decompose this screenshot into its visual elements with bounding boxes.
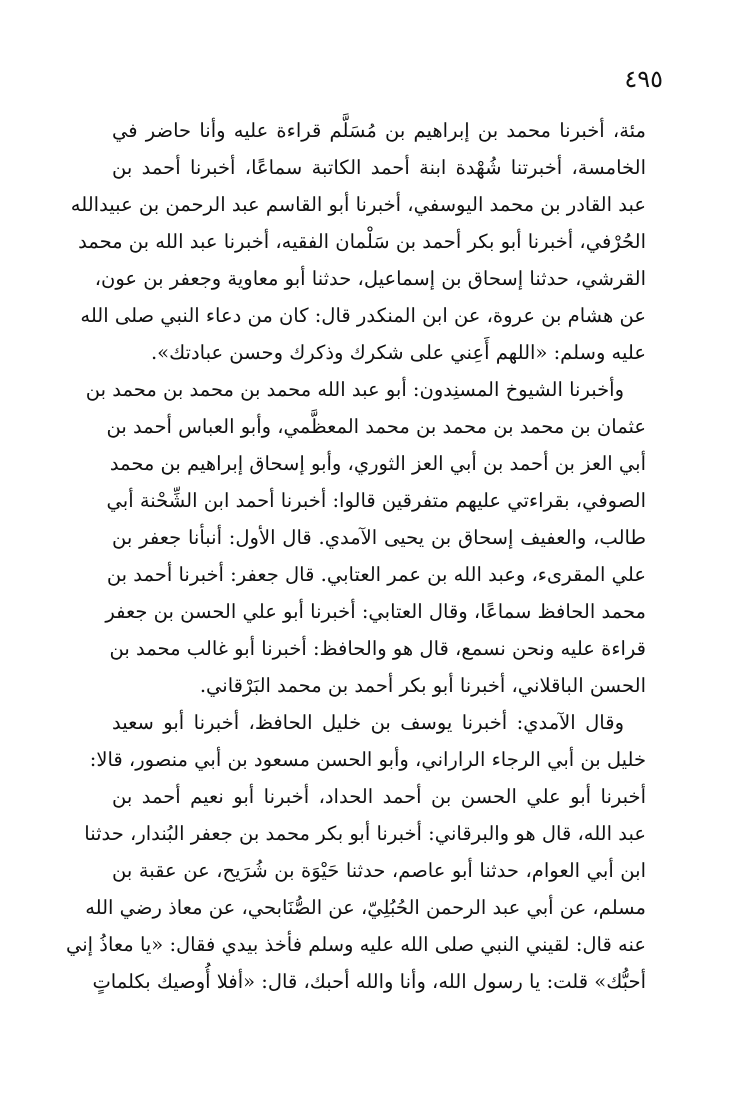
paragraph-2 bbox=[85, 371, 646, 704]
text-line: الحسن الباقلاني، أخبرنا أبو بكر أحمد بن محمد البَرْقاني. bbox=[199, 674, 646, 697]
text-line: وأخبرنا الشيوخ المسنِدون: أبو عبد الله محمد بن محمد بن محمد بن bbox=[85, 378, 624, 401]
text-line: القرشي، حدثنا إسحاق بن إسماعيل، حدثنا أبو معاوية وجعفر بن عون، bbox=[94, 267, 646, 290]
text-line: محمد الحافظ سماعًا، وقال العتابي: أخبرنا أبو علي الحسن بن جعفر bbox=[105, 600, 646, 623]
paragraph-3 bbox=[65, 704, 646, 1000]
text-line: عن هشام بن عروة، عن ابن المنكدر قال: كان من دعاء النبي صلى الله bbox=[80, 304, 646, 327]
text-line: عنه قال: لقيني النبي صلى الله عليه وسلم فأخذ بيدي فقال: «يا معاذُ إني bbox=[65, 933, 646, 956]
text-line: خليل بن أبي الرجاء الراراني، وأبو الحسن مسعود بن أبي منصور، قالا: bbox=[89, 748, 646, 771]
text-line: أبي العز بن أحمد بن أبي العز الثوري، وأبو إسحاق إبراهيم بن محمد bbox=[109, 452, 646, 475]
text-line: عليه وسلم: «اللهم أَعِني على شكرك وذكرك وحسن عبادتك». bbox=[150, 341, 646, 364]
text-line: عثمان بن محمد بن محمد بن محمد المعظَّمي، وأبو العباس أحمد بن bbox=[106, 415, 646, 438]
text-line: مسلم، عن أبي عبد الرحمن الحُبُلِيّ، عن الصُّنَابحي، عن معاذ رضي الله bbox=[85, 896, 646, 919]
text-line: عبد الله، قال هو والبرقاني: أخبرنا أبو بكر محمد بن جعفر البُندار، حدثنا bbox=[84, 822, 646, 845]
text-line: مئة، أخبرنا محمد بن إبراهيم بن مُسَلَّم قراءة عليه وأنا حاضر في bbox=[112, 119, 646, 142]
text-line: ابن أبي العوام، حدثنا أبو عاصم، حدثنا حَيْوَة بن شُرَيح، عن عقبة بن bbox=[112, 859, 646, 882]
text-line: الصوفي، بقراءتي عليهم متفرقين قالوا: أخبرنا أحمد ابن الشِّحْنة أبي bbox=[106, 489, 646, 512]
text-line: طالب، والعفيف إسحاق بن يحيى الآمدي. قال الأول: أنبأنا جعفر بن bbox=[112, 526, 646, 549]
text-line: الخامسة، أخبرتنا شُهْدة ابنة أحمد الكاتبة سماعًا، أخبرنا أحمد بن bbox=[112, 156, 646, 179]
text-line: أحبُّك» قلت: يا رسول الله، وأنا والله أحبك، قال: «أفلا أُوصيك بكلماتٍ bbox=[92, 970, 646, 993]
text-line: وقال الآمدي: أخبرنا يوسف بن خليل الحافظ، أخبرنا أبو سعيد bbox=[112, 711, 624, 734]
text-line: أخبرنا أبو علي الحسن بن أحمد الحداد، أخبرنا أبو نعيم أحمد بن bbox=[112, 785, 646, 808]
body-text bbox=[65, 112, 646, 1000]
paragraph-1 bbox=[70, 112, 646, 371]
text-line: الحُرْفي، أخبرنا أبو بكر أحمد بن سَلْمان الفقيه، أخبرنا عبد الله بن محمد bbox=[78, 230, 646, 253]
text-line: قراءة عليه ونحن نسمع، قال هو والحافظ: أخبرنا أبو غالب محمد بن bbox=[109, 637, 646, 660]
text-line: علي المقرىء، وعبد الله بن عمر العتابي. قال جعفر: أخبرنا أحمد بن bbox=[106, 563, 646, 586]
text-line: عبد القادر بن محمد اليوسفي، أخبرنا أبو القاسم عبد الرحمن بن عبيدالله bbox=[70, 193, 646, 216]
page-number: ٤٩٥ bbox=[624, 65, 663, 93]
